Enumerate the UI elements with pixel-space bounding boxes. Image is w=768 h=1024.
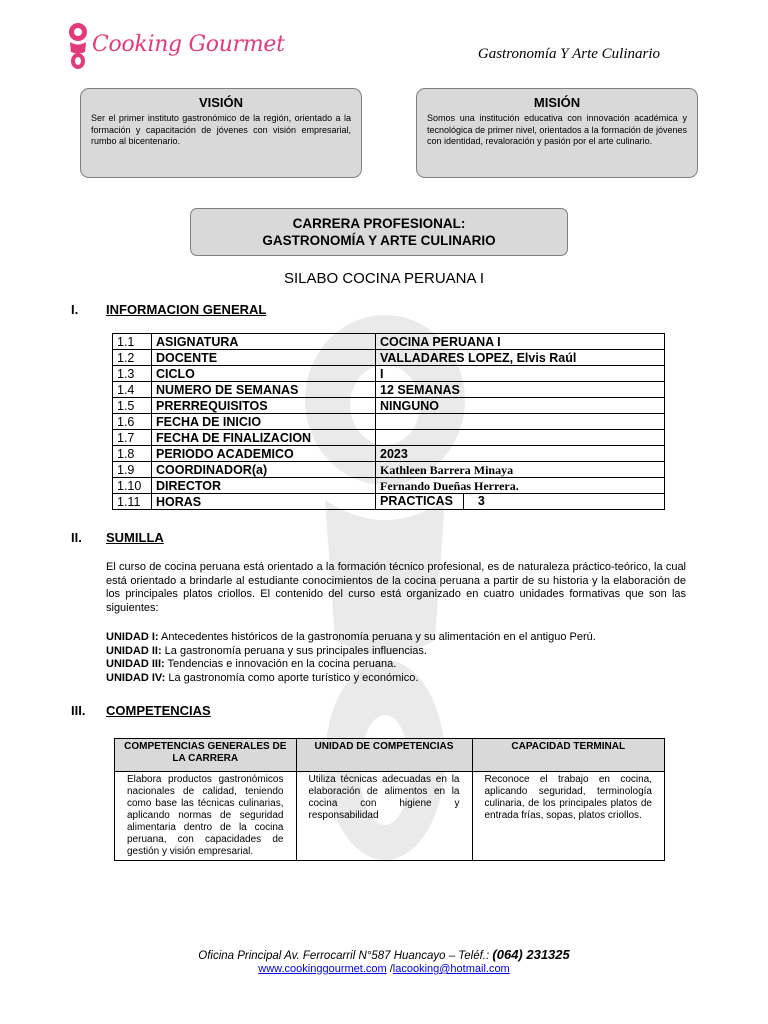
row-value: 12 SEMANAS bbox=[376, 382, 665, 398]
row-number: 1.4 bbox=[113, 382, 152, 398]
list-item bbox=[106, 658, 686, 672]
row-number: 1.10 bbox=[113, 478, 152, 494]
row-label: PERIODO ACADEMICO bbox=[152, 446, 376, 462]
row-label: ASIGNATURA bbox=[152, 334, 376, 350]
table-row bbox=[113, 398, 665, 414]
row-number: 1.6 bbox=[113, 414, 152, 430]
unit-label: UNIDAD I: bbox=[106, 631, 159, 643]
row-value: VALLADARES LOPEZ, Elvis Raúl bbox=[376, 350, 665, 366]
row-number: 1.7 bbox=[113, 430, 152, 446]
table-row bbox=[113, 350, 665, 366]
vision-text: Ser el primer instituto gastronómico de la región, orientado a la formación y capacitación de jóvenes con visión empresarial, rumbo al bicentenario. bbox=[91, 113, 351, 146]
row-value bbox=[376, 414, 665, 430]
unit-text: La gastronomía peruana y sus principales influencias. bbox=[161, 644, 427, 657]
footer-links-line bbox=[0, 963, 768, 975]
section-1-title: INFORMACION GENERAL bbox=[106, 302, 267, 317]
table-row bbox=[113, 446, 665, 462]
row-number: 1.11 bbox=[113, 494, 152, 510]
hours-type: PRACTICAS bbox=[380, 494, 453, 508]
row-label: FECHA DE INICIO bbox=[152, 414, 376, 430]
table-cell: Reconoce el trabajo en cocina, aplicando seguridad, terminología culinaria, de los principales platos de entrada frías, sopas, platos criollos. bbox=[472, 772, 665, 861]
units-list bbox=[106, 631, 686, 685]
footer-phone: (064) 231325 bbox=[492, 947, 570, 962]
footer-separator: / bbox=[386, 963, 393, 975]
unit-text: Tendencias e innovación en la cocina peruana. bbox=[164, 658, 397, 670]
section-3-number: III. bbox=[71, 703, 86, 718]
silabo-title: SILABO COCINA PERUANA I bbox=[283, 270, 485, 287]
row-value: 2023 bbox=[376, 446, 665, 462]
career-box bbox=[190, 208, 568, 256]
list-item bbox=[106, 672, 686, 686]
table-row bbox=[113, 382, 665, 398]
row-value: Kathleen Barrera Minaya bbox=[376, 462, 665, 478]
unit-label: UNIDAD III: bbox=[106, 658, 165, 670]
row-number: 1.5 bbox=[113, 398, 152, 414]
list-item bbox=[106, 645, 686, 659]
unit-label: UNIDAD IV: bbox=[106, 671, 166, 684]
chef-g-logo-icon bbox=[66, 20, 90, 70]
row-label: HORAS bbox=[152, 494, 376, 510]
table-row bbox=[113, 334, 665, 350]
table-row bbox=[113, 478, 665, 494]
section-3-title: COMPETENCIAS bbox=[106, 703, 211, 718]
general-info-table bbox=[112, 333, 665, 510]
website-link[interactable]: www.cookinggourmet.com bbox=[258, 963, 387, 975]
row-number: 1.2 bbox=[113, 350, 152, 366]
row-value: COCINA PERUANA I bbox=[376, 334, 665, 350]
table-row bbox=[113, 494, 665, 510]
row-number: 1.9 bbox=[113, 462, 152, 478]
unit-text: La gastronomía como aporte turístico y económico. bbox=[165, 671, 419, 684]
unit-label: UNIDAD II: bbox=[106, 644, 162, 657]
row-label: COORDINADOR(a) bbox=[152, 462, 376, 478]
competencias-table bbox=[114, 738, 665, 861]
row-label: CICLO bbox=[152, 366, 376, 382]
table-header-row bbox=[115, 739, 665, 772]
row-label: DOCENTE bbox=[152, 350, 376, 366]
table-row bbox=[113, 430, 665, 446]
table-cell: Elabora productos gastronómicos nacionales de calidad, teniendo como base las técnicas culinarias, aplicando normas de seguridad alimentaria dentro de la cocina peruana, con capacidades de gestión y visión empresarial. bbox=[115, 772, 297, 861]
section-1-number: I. bbox=[71, 302, 79, 317]
column-header: CAPACIDAD TERMINAL bbox=[472, 739, 665, 772]
row-value: Fernando Dueñas Herrera. bbox=[376, 478, 665, 494]
table-row bbox=[113, 414, 665, 430]
column-header: COMPETENCIAS GENERALES DE LA CARRERA bbox=[115, 739, 297, 772]
career-line-1: CARRERA PROFESIONAL: bbox=[292, 216, 466, 231]
header-tagline: Gastronomía Y Arte Culinario bbox=[477, 46, 660, 62]
mission-title: MISIÓN bbox=[533, 95, 581, 110]
table-cell: Utiliza técnicas adecuadas en la elaboración de alimentos en la cocina con higiene y responsabilidad bbox=[296, 772, 472, 861]
brand-logo bbox=[66, 20, 285, 70]
vision-box bbox=[80, 88, 362, 178]
email-link[interactable]: lacooking@hotmail.com bbox=[392, 963, 510, 975]
unit-text: Antecedentes históricos de la gastronomía peruana y su alimentación en el antiguo Perú. bbox=[158, 631, 596, 643]
footer-address: Oficina Principal Av. Ferrocarril N°587 Huancayo – Teléf.: bbox=[198, 950, 493, 962]
row-label: PRERREQUISITOS bbox=[152, 398, 376, 414]
row-label: FECHA DE FINALIZACION bbox=[152, 430, 376, 446]
row-value: NINGUNO bbox=[376, 398, 665, 414]
section-2-number: II. bbox=[71, 530, 82, 545]
row-value: I bbox=[376, 366, 665, 382]
row-number: 1.3 bbox=[113, 366, 152, 382]
row-label: NUMERO DE SEMANAS bbox=[152, 382, 376, 398]
table-row bbox=[115, 772, 665, 861]
hours-value: 3 bbox=[463, 494, 485, 509]
column-header: UNIDAD DE COMPETENCIAS bbox=[296, 739, 472, 772]
row-number: 1.1 bbox=[113, 334, 152, 350]
mission-text: Somos una institución educativa con innovación académica y tecnológica de primer nivel, orientados a la formación de jóvenes con identidad, revaloración y pasión por el arte culinario. bbox=[427, 113, 687, 146]
mission-box bbox=[416, 88, 698, 178]
row-value bbox=[376, 494, 665, 510]
section-2-title: SUMILLA bbox=[106, 530, 164, 545]
table-row bbox=[113, 366, 665, 382]
career-line-2: GASTRONOMÍA Y ARTE CULINARIO bbox=[262, 233, 496, 248]
list-item bbox=[106, 631, 686, 645]
row-number: 1.8 bbox=[113, 446, 152, 462]
table-row bbox=[113, 462, 665, 478]
sumilla-paragraph: El curso de cocina peruana está orientado a la formación técnico profesional, es de naturaleza práctico-teórico, la cual está orientado a brindarle al estudiante conocimientos de la cocina peruana a partir de su historia y la elaboración de los principales platos criollos. El contenido del curso está organizado en cuatro unidades formativas que son las siguientes: bbox=[106, 561, 686, 614]
footer-address-line bbox=[0, 947, 768, 962]
brand-name: Cooking Gourmet bbox=[92, 32, 285, 57]
row-label: DIRECTOR bbox=[152, 478, 376, 494]
row-value bbox=[376, 430, 665, 446]
vision-title: VISIÓN bbox=[198, 95, 244, 110]
